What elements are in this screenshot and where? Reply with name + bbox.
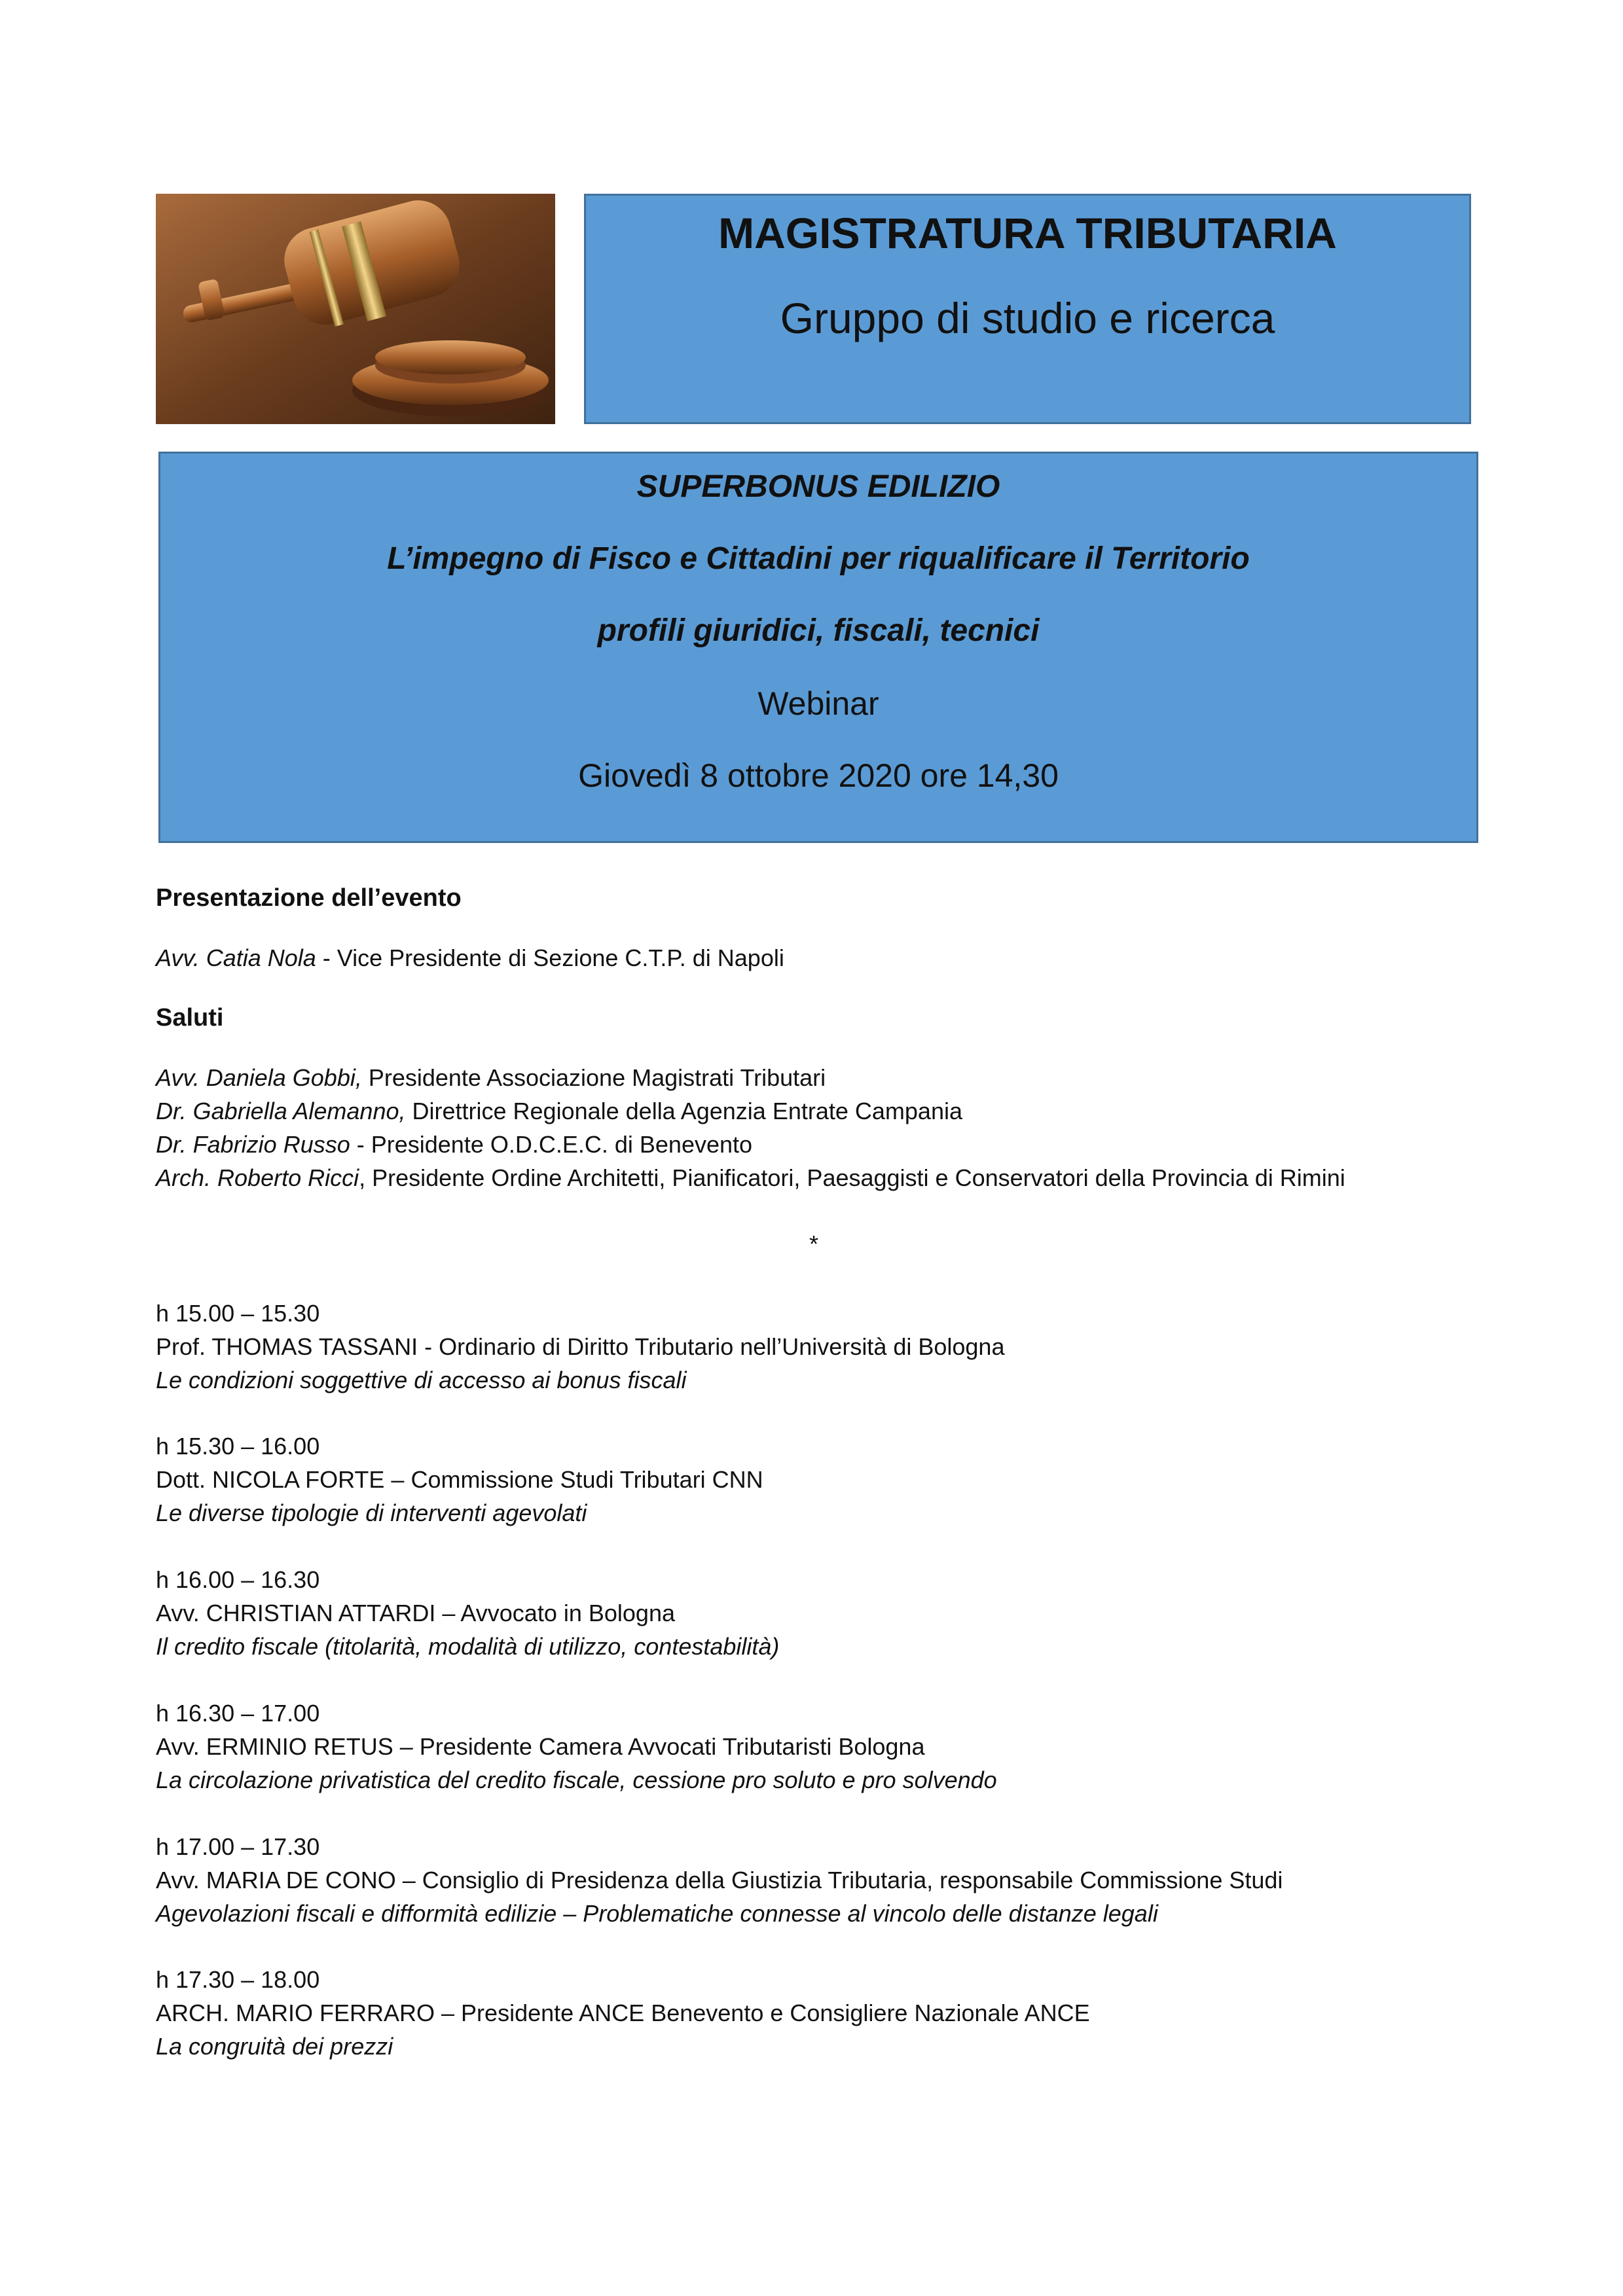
program-topic: Le diverse tipologie di interventi agevolati [156, 1499, 587, 1526]
program-speaker: Dott. NICOLA FORTE – Commissione Studi Tributari CNN [156, 1466, 763, 1493]
greeting-name: Dr. Fabrizio Russo [156, 1131, 350, 1158]
greeting-item [156, 1130, 752, 1158]
event-profiles: profili giuridici, fiscali, tecnici [597, 613, 1040, 648]
presentation-speaker [156, 944, 784, 972]
event-name: SUPERBONUS EDILIZIO [636, 469, 1000, 504]
separator: * [809, 1230, 819, 1257]
program-speaker: Avv. MARIA DE CONO – Consiglio di Presidenza della Giustizia Tributaria, responsabile Commissione Studi [156, 1867, 1283, 1893]
program-time: h 15.30 – 16.00 [156, 1433, 320, 1460]
program-topic: Agevolazioni fiscali e difformità edilizie – Problematiche connesse al vincolo delle distanze legali [156, 1900, 1158, 1927]
gavel-image [156, 194, 555, 424]
greeting-item [156, 1164, 1345, 1192]
event-format: Webinar [757, 685, 879, 722]
greetings-heading: Saluti [156, 1004, 224, 1031]
speaker-name: Avv. Catia Nola [156, 944, 316, 971]
program-time: h 17.00 – 17.30 [156, 1833, 320, 1860]
greeting-role: - Presidente O.D.C.E.C. di Benevento [350, 1131, 753, 1158]
greeting-name: Avv. Daniela Gobbi, [156, 1064, 362, 1091]
greeting-role: Direttrice Regionale della Agenzia Entrate Campania [405, 1098, 962, 1124]
banner-subtitle: Gruppo di studio e ricerca [780, 294, 1275, 342]
greeting-role: , Presidente Ordine Architetti, Pianificatori, Paesaggisti e Conservatori della Provincia di Rimini [359, 1164, 1345, 1191]
event-tagline: L’impegno di Fisco e Cittadini per riqualificare il Territorio [387, 541, 1250, 576]
program-time: h 15.00 – 15.30 [156, 1300, 320, 1327]
greeting-role: Presidente Associazione Magistrati Tributari [361, 1064, 826, 1091]
greeting-item [156, 1064, 826, 1092]
greeting-name: Arch. Roberto Ricci [156, 1164, 359, 1191]
program-topic: La circolazione privatistica del credito fiscale, cessione pro soluto e pro solvendo [156, 1767, 997, 1793]
speaker-role: - Vice Presidente di Sezione C.T.P. di Napoli [316, 944, 784, 971]
program-time: h 17.30 – 18.00 [156, 1966, 320, 1993]
program-speaker: Avv. ERMINIO RETUS – Presidente Camera Avvocati Tributaristi Bologna [156, 1733, 925, 1760]
greeting-name: Dr. Gabriella Alemanno, [156, 1098, 406, 1124]
program-time: h 16.00 – 16.30 [156, 1566, 320, 1593]
banner-title: MAGISTRATURA TRIBUTARIA [718, 209, 1337, 257]
program-topic: La congruità dei prezzi [156, 2033, 393, 2060]
program-speaker: ARCH. MARIO FERRARO – Presidente ANCE Benevento e Consigliere Nazionale ANCE [156, 2000, 1090, 2026]
greeting-item [156, 1097, 962, 1125]
program-time: h 16.30 – 17.00 [156, 1700, 320, 1727]
event-date: Giovedì 8 ottobre 2020 ore 14,30 [578, 757, 1059, 794]
program-topic: Il credito fiscale (titolarità, modalità di utilizzo, contestabilità) [156, 1633, 780, 1660]
gavel-icon [156, 194, 555, 424]
presentation-heading: Presentazione dell’evento [156, 884, 462, 912]
program-speaker: Avv. CHRISTIAN ATTARDI – Avvocato in Bologna [156, 1600, 675, 1626]
program-topic: Le condizioni soggettive di accesso ai bonus fiscali [156, 1367, 687, 1393]
program-speaker: Prof. THOMAS TASSANI - Ordinario di Diritto Tributario nell’Università di Bologna [156, 1333, 1005, 1360]
